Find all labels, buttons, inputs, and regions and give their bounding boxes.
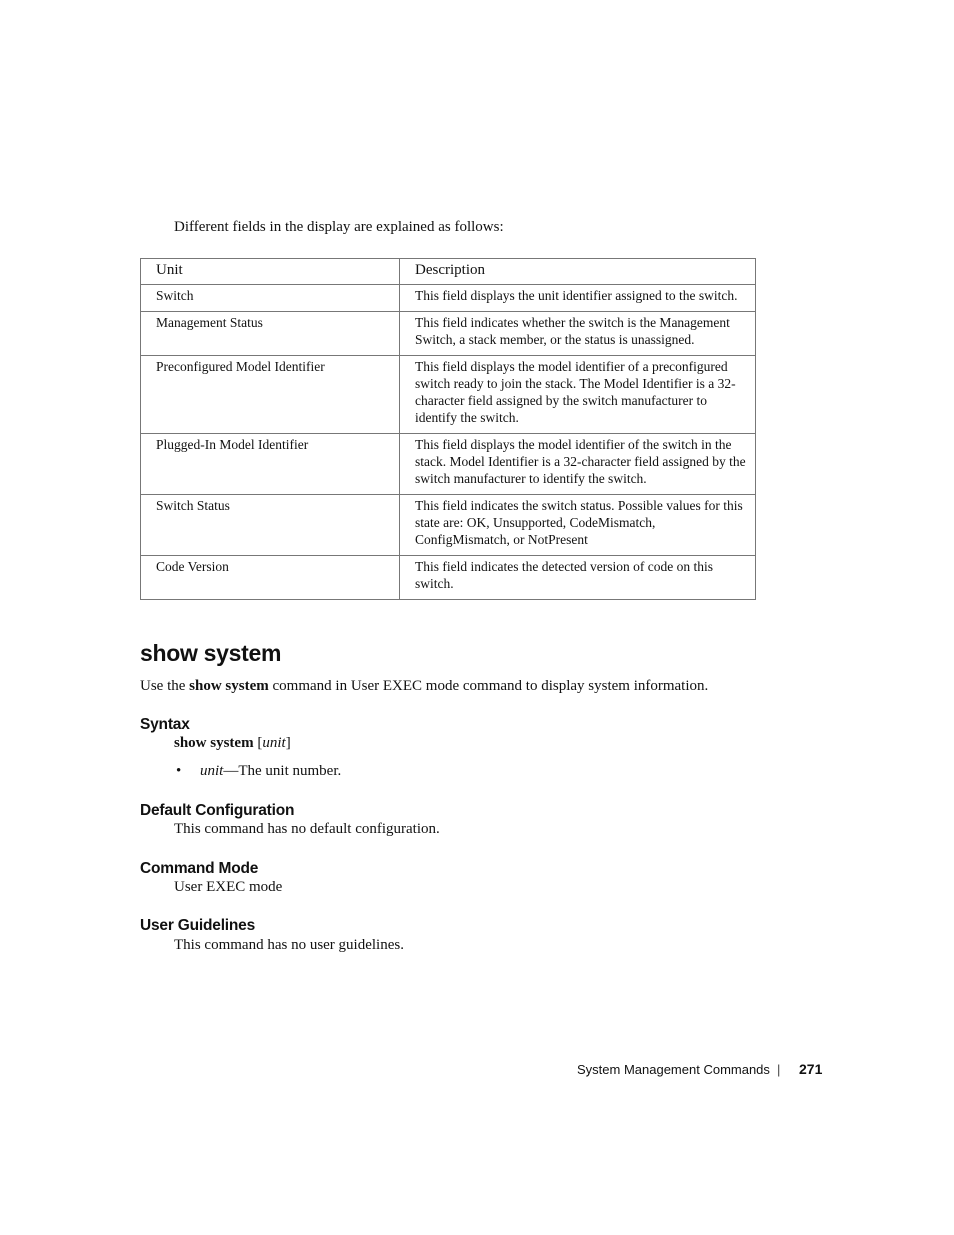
bullet-param: unit (200, 763, 224, 779)
footer-separator: | (777, 1062, 781, 1077)
section-title: show system (140, 640, 282, 666)
command-mode-heading: Command Mode (140, 860, 259, 877)
syntax-command: show system (174, 735, 254, 751)
cell-unit: Switch (141, 285, 400, 312)
cell-unit: Code Version (141, 556, 400, 600)
table-row (141, 556, 756, 600)
bullet-text: —The unit number. (223, 763, 342, 779)
table-row (141, 285, 756, 312)
syntax-heading: Syntax (140, 716, 190, 733)
cell-unit: Switch Status (141, 495, 400, 556)
bullet-item (200, 763, 341, 780)
cell-description: This field displays the unit identifier assigned to the switch. (400, 285, 756, 312)
fields-table (140, 258, 756, 600)
table-row (141, 356, 756, 434)
footer-chapter: System Management Commands (577, 1062, 770, 1077)
table-row (141, 495, 756, 556)
cell-description: This field indicates the detected version of code on this switch. (400, 556, 756, 600)
cell-unit: Preconfigured Model Identifier (141, 356, 400, 434)
table-header-row (141, 259, 756, 285)
cell-unit: Management Status (141, 312, 400, 356)
usage-suffix: command in User EXEC mode command to display system information. (272, 678, 709, 694)
header-unit: Unit (141, 259, 400, 285)
cell-description: This field indicates the switch status. Possible values for this state are: OK, Unsupported, CodeMismatch, ConfigMismatch, or NotPresent (400, 495, 756, 556)
syntax-close-bracket: ] (285, 735, 291, 751)
cell-unit: Plugged-In Model Identifier (141, 434, 400, 495)
bullet-icon: • (176, 763, 182, 779)
cell-description: This field displays the model identifier of the switch in the stack. Model Identifier is a 32-character field assigned by the switch manufacturer to identify the switch. (400, 434, 756, 495)
header-description: Description (400, 259, 756, 285)
default-config-text: This command has no default configuration. (174, 821, 440, 837)
cell-description: This field indicates whether the switch is the Management Switch, a stack member, or the status is unassigned. (400, 312, 756, 356)
intro-text: Different fields in the display are explained as follows: (174, 219, 504, 235)
user-guidelines-heading: User Guidelines (140, 917, 256, 934)
usage-command: show system (189, 678, 269, 694)
command-mode-text: User EXEC mode (174, 879, 283, 895)
syntax-param: unit (262, 735, 286, 751)
cell-description: This field displays the model identifier of a preconfigured switch ready to join the stack. The Model Identifier is a 32-character field assigned by the switch manufacturer to identify the switch. (400, 356, 756, 434)
usage-paragraph (140, 678, 708, 695)
page-number: 271 (799, 1061, 823, 1077)
table-row (141, 312, 756, 356)
user-guidelines-text: This command has no user guidelines. (174, 937, 404, 953)
default-config-heading: Default Configuration (140, 802, 295, 819)
syntax-line (174, 735, 291, 752)
usage-prefix: Use the (140, 678, 186, 694)
table-row (141, 434, 756, 495)
syntax-open-bracket: [ (257, 735, 263, 751)
